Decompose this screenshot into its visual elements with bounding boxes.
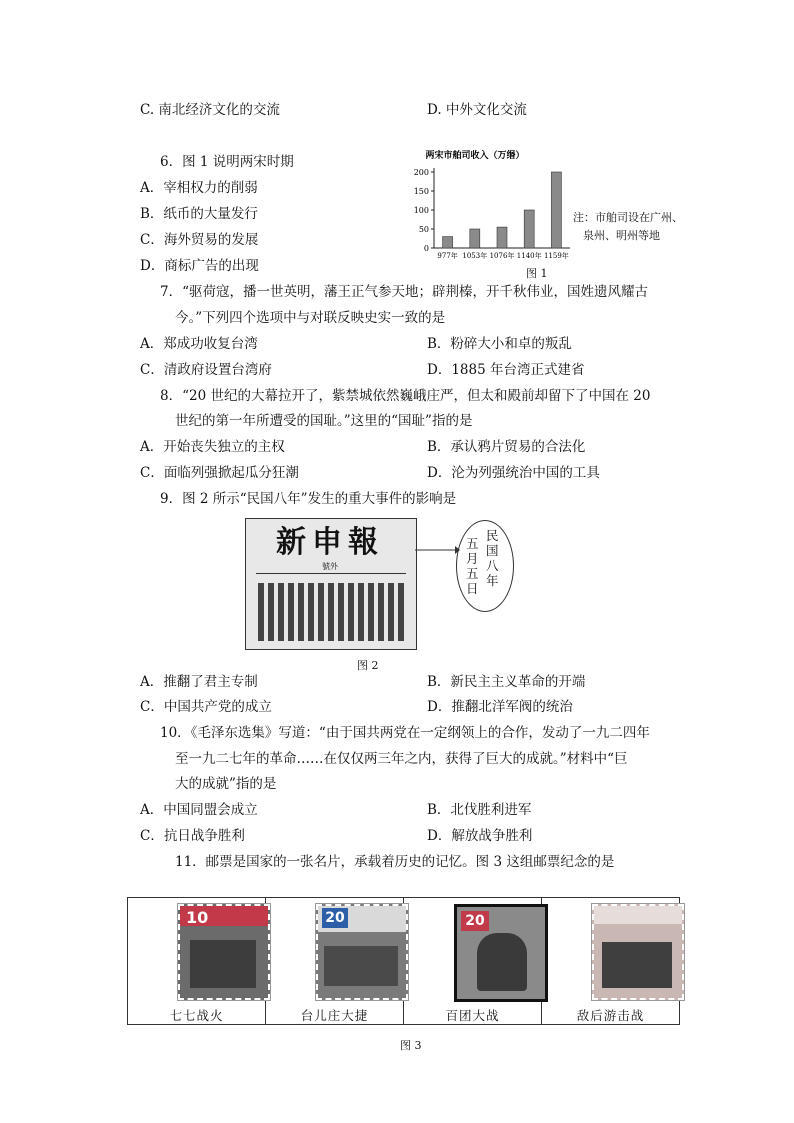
- q10-stem-line1: 10．《毛泽东选集》写道：“由于国共两党在一定纲领上的合作，发动了一九二四年: [160, 725, 650, 741]
- figure3-caption: 图 3: [400, 1039, 422, 1052]
- y-tick-label: 50: [418, 225, 429, 234]
- newspaper-rule: [256, 573, 406, 574]
- q9-option-d: D．推翻北洋军阀的统治: [427, 699, 573, 715]
- q8-option-c: C．面临列强掀起瓜分狂潮: [140, 465, 299, 481]
- q8-option-b: B．承认鸦片贸易的合法化: [427, 439, 586, 455]
- bar: [470, 229, 480, 248]
- x-tick-label: 1053年: [462, 252, 488, 260]
- figure3-stamp-table: [127, 897, 680, 1025]
- bar: [443, 237, 453, 248]
- q8-option-a: A．开始丧失独立的主权: [140, 439, 285, 455]
- newspaper-body-text: [256, 581, 406, 643]
- q6-option-d: D．商标广告的出现: [140, 258, 259, 274]
- stamp-cell: [128, 898, 266, 1024]
- q7-stem-line1: 7．“驱荷寇，播一世英明，藩王正气参天地；辟荆榛，开千秋伟业，国姓遗风耀古: [160, 284, 648, 300]
- figure2-arrow: [415, 535, 460, 565]
- y-tick-label: 0: [423, 244, 429, 253]
- y-tick-label: 150: [413, 187, 429, 196]
- bar: [524, 210, 534, 248]
- x-tick-label: 977年: [437, 252, 458, 260]
- bar: [497, 227, 507, 248]
- figure1-note-line2: 泉州、明州等地: [583, 229, 660, 242]
- q7-stem-line2: 今。”下列四个选项中与对联反映史实一致的是: [175, 310, 446, 326]
- stamp-image: [316, 904, 408, 1000]
- stamp-caption: 台儿庄大捷: [300, 1008, 369, 1023]
- stamp-caption: 敌后游击战: [576, 1008, 645, 1023]
- y-tick-label: 100: [413, 206, 429, 215]
- figure2-date-col1: 民国八年: [486, 528, 499, 588]
- q5-option-d: D. 中外文化交流: [427, 102, 527, 118]
- figure2-date-col2: 五月五日: [466, 536, 479, 596]
- q7-option-a: A．郑成功收复台湾: [140, 336, 258, 352]
- figure2-caption: 图 2: [357, 659, 379, 672]
- x-tick-label: 1140年: [516, 252, 542, 260]
- newspaper-extra-label: 號外: [322, 562, 338, 571]
- q6-option-b: B．纸币的大量发行: [140, 206, 258, 222]
- stamp-value: 20: [461, 911, 489, 931]
- q10-option-c: C．抗日战争胜利: [140, 828, 245, 844]
- figure1-caption: 图 1: [526, 267, 548, 280]
- stamp-caption: 七七战火: [169, 1008, 224, 1023]
- q8-stem-line2: 世纪的第一年所遭受的国耻。”这里的“国耻”指的是: [175, 413, 473, 429]
- q6-option-a: A．宰相权力的削弱: [140, 180, 258, 196]
- q10-option-a: A．中国同盟会成立: [140, 802, 258, 818]
- q5-option-c: C. 南北经济文化的交流: [140, 102, 280, 118]
- figure1-note-line1: 注：市舶司设在广州、: [573, 211, 683, 224]
- figure2-date-oval: [456, 520, 514, 612]
- q7-option-b: B．粉碎大小和卓的叛乱: [427, 336, 572, 352]
- q10-stem-line2: 至一九二七年的革命……在仅仅两三年之内，获得了巨大的成就。”材料中“巨: [175, 751, 628, 767]
- bar: [551, 172, 561, 248]
- q6-stem: 6．图 1 说明两宋时期: [160, 154, 294, 170]
- q9-option-c: C．中国共产党的成立: [140, 699, 272, 715]
- stamp-image: [592, 904, 684, 1000]
- stamp-value: 20: [322, 908, 348, 928]
- y-tick-label: 200: [413, 168, 429, 177]
- q6-option-c: C．海外贸易的发展: [140, 232, 259, 248]
- stamp-image: [454, 904, 548, 1002]
- q8-option-d: D．沦为列强统治中国的工具: [427, 465, 600, 481]
- x-tick-label: 1159年: [543, 252, 569, 260]
- chart-title: 两宋市舶司收入（万缗）: [425, 151, 525, 161]
- q10-option-d: D．解放战争胜利: [427, 828, 533, 844]
- figure1-bar-chart: [400, 148, 600, 268]
- stamp-cell: [404, 898, 542, 1024]
- figure2-newspaper: [245, 518, 417, 650]
- stamp-cell: [542, 898, 679, 1024]
- q9-option-a: A．推翻了君主专制: [140, 674, 258, 690]
- q8-stem-line1: 8．“20 世纪的大幕拉开了，紫禁城依然巍峨庄严，但太和殿前却留下了中国在 20: [160, 388, 651, 404]
- stamp-cell: [266, 898, 404, 1024]
- x-tick-label: 1076年: [489, 252, 515, 260]
- q7-option-c: C．清政府设置台湾府: [140, 362, 272, 378]
- q10-option-b: B．北伐胜利进军: [427, 802, 532, 818]
- q11-stem: 11．邮票是国家的一张名片，承载着历史的记忆。图 3 这组邮票纪念的是: [175, 854, 615, 870]
- newspaper-masthead: 新申報: [276, 525, 384, 560]
- q9-stem: 9．图 2 所示“民国八年”发生的重大事件的影响是: [160, 491, 457, 507]
- q9-option-b: B．新民主主义革命的开端: [427, 674, 586, 690]
- stamp-caption: 百团大战: [445, 1008, 500, 1023]
- stamp-value: 10: [186, 908, 209, 927]
- q7-option-d: D．1885 年台湾正式建省: [427, 362, 585, 378]
- q10-stem-line3: 大的成就”指的是: [175, 776, 277, 792]
- stamp-image: [178, 904, 270, 1000]
